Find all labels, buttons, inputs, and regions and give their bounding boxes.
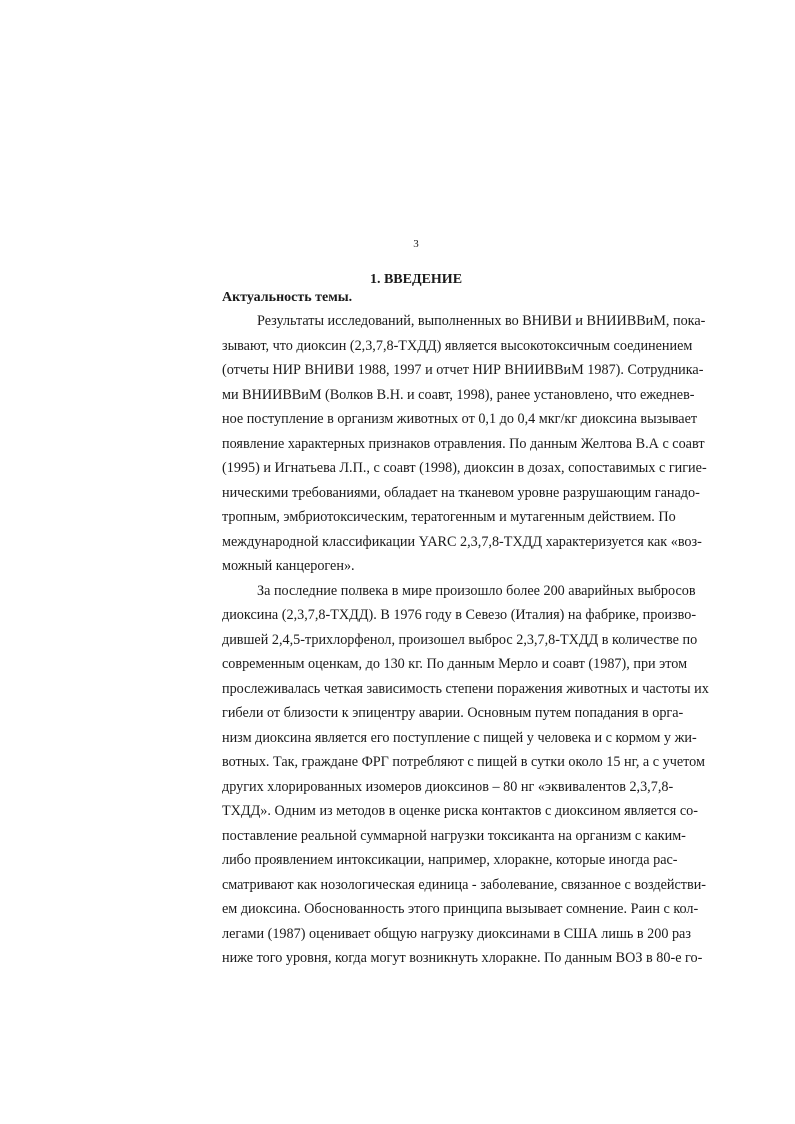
- text-line: гибели от близости к эпицентру аварии. Основным путем попадания в орга-: [222, 705, 684, 721]
- text-line: поставление реальной суммарной нагрузки токсиканта на организм с каким-: [222, 828, 686, 844]
- text-line: других хлорированных изомеров диоксинов – 80 нг «эквивалентов 2,3,7,8-: [222, 779, 674, 795]
- text-line: появление характерных признаков отравления. По данным Желтова В.А с соавт: [222, 436, 705, 452]
- text-line: За последние полвека в мире произошло более 200 аварийных выбросов: [257, 583, 696, 599]
- text-line: либо проявлением интоксикации, например, хлоракне, которые иногда рас-: [222, 852, 678, 868]
- text-line: ми ВНИИВВиМ (Волков В.Н. и соавт, 1998), ранее установлено, что ежеднев-: [222, 387, 695, 403]
- text-line: современным оценкам, до 130 кг. По данным Мерло и соавт (1987), при этом: [222, 656, 688, 672]
- text-line: ТХДД». Одним из методов в оценке риска контактов с диоксином является со-: [222, 803, 698, 819]
- text-line: сматривают как нозологическая единица - заболевание, связанное с воздействи-: [222, 877, 707, 893]
- text-line: низм диоксина является его поступление с пищей у человека и с кормом у жи-: [222, 730, 697, 746]
- text-line: зывают, что диоксин (2,3,7,8-ТХДД) является высокотоксичным соединением: [222, 338, 693, 354]
- text-line: (отчеты НИР ВНИВИ 1988, 1997 и отчет НИР ВНИИВВиМ 1987). Сотрудника-: [222, 362, 704, 378]
- section-subheading: Актуальность темы.: [222, 290, 353, 305]
- page-number: 3: [413, 238, 419, 250]
- text-line: ническими требованиями, обладает на тканевом уровне разрушающим ганадо-: [222, 485, 700, 501]
- text-line: тропным, эмбриотоксическим, тератогенным и мутагенным действием. По: [222, 509, 676, 525]
- text-line: дившей 2,4,5-трихлорфенол, произошел выброс 2,3,7,8-ТХДД в количестве по: [222, 632, 698, 648]
- text-line: прослеживалась четкая зависимость степени поражения животных и частоты их: [222, 681, 709, 697]
- text-line: диоксина (2,3,7,8-ТХДД). В 1976 году в Севезо (Италия) на фабрике, произво-: [222, 607, 697, 623]
- text-line: вотных. Так, граждане ФРГ потребляют с пищей в сутки около 15 нг, а с учетом: [222, 754, 705, 770]
- text-line: международной классификации YARC 2,3,7,8-ТХДД характеризуется как «воз-: [222, 534, 702, 550]
- text-line: легами (1987) оценивает общую нагрузку диоксинами в США лишь в 200 раз: [222, 926, 691, 942]
- text-line: ем диоксина. Обоснованность этого принципа вызывает сомнение. Раин с кол-: [222, 901, 699, 917]
- text-line: ное поступление в организм животных от 0,1 до 0,4 мкг/кг диоксина вызывает: [222, 411, 698, 427]
- text-line: ниже того уровня, когда могут возникнуть хлоракне. По данным ВОЗ в 80-е го-: [222, 950, 703, 966]
- text-line: Результаты исследований, выполненных во ВНИВИ и ВНИИВВиМ, пока-: [257, 313, 706, 329]
- text-line: можный канцероген».: [222, 558, 355, 574]
- section-heading: 1. ВВЕДЕНИЕ: [369, 272, 463, 287]
- text-line: (1995) и Игнатьева Л.П., с соавт (1998), диоксин в дозах, сопоставимых с гигие-: [222, 460, 707, 476]
